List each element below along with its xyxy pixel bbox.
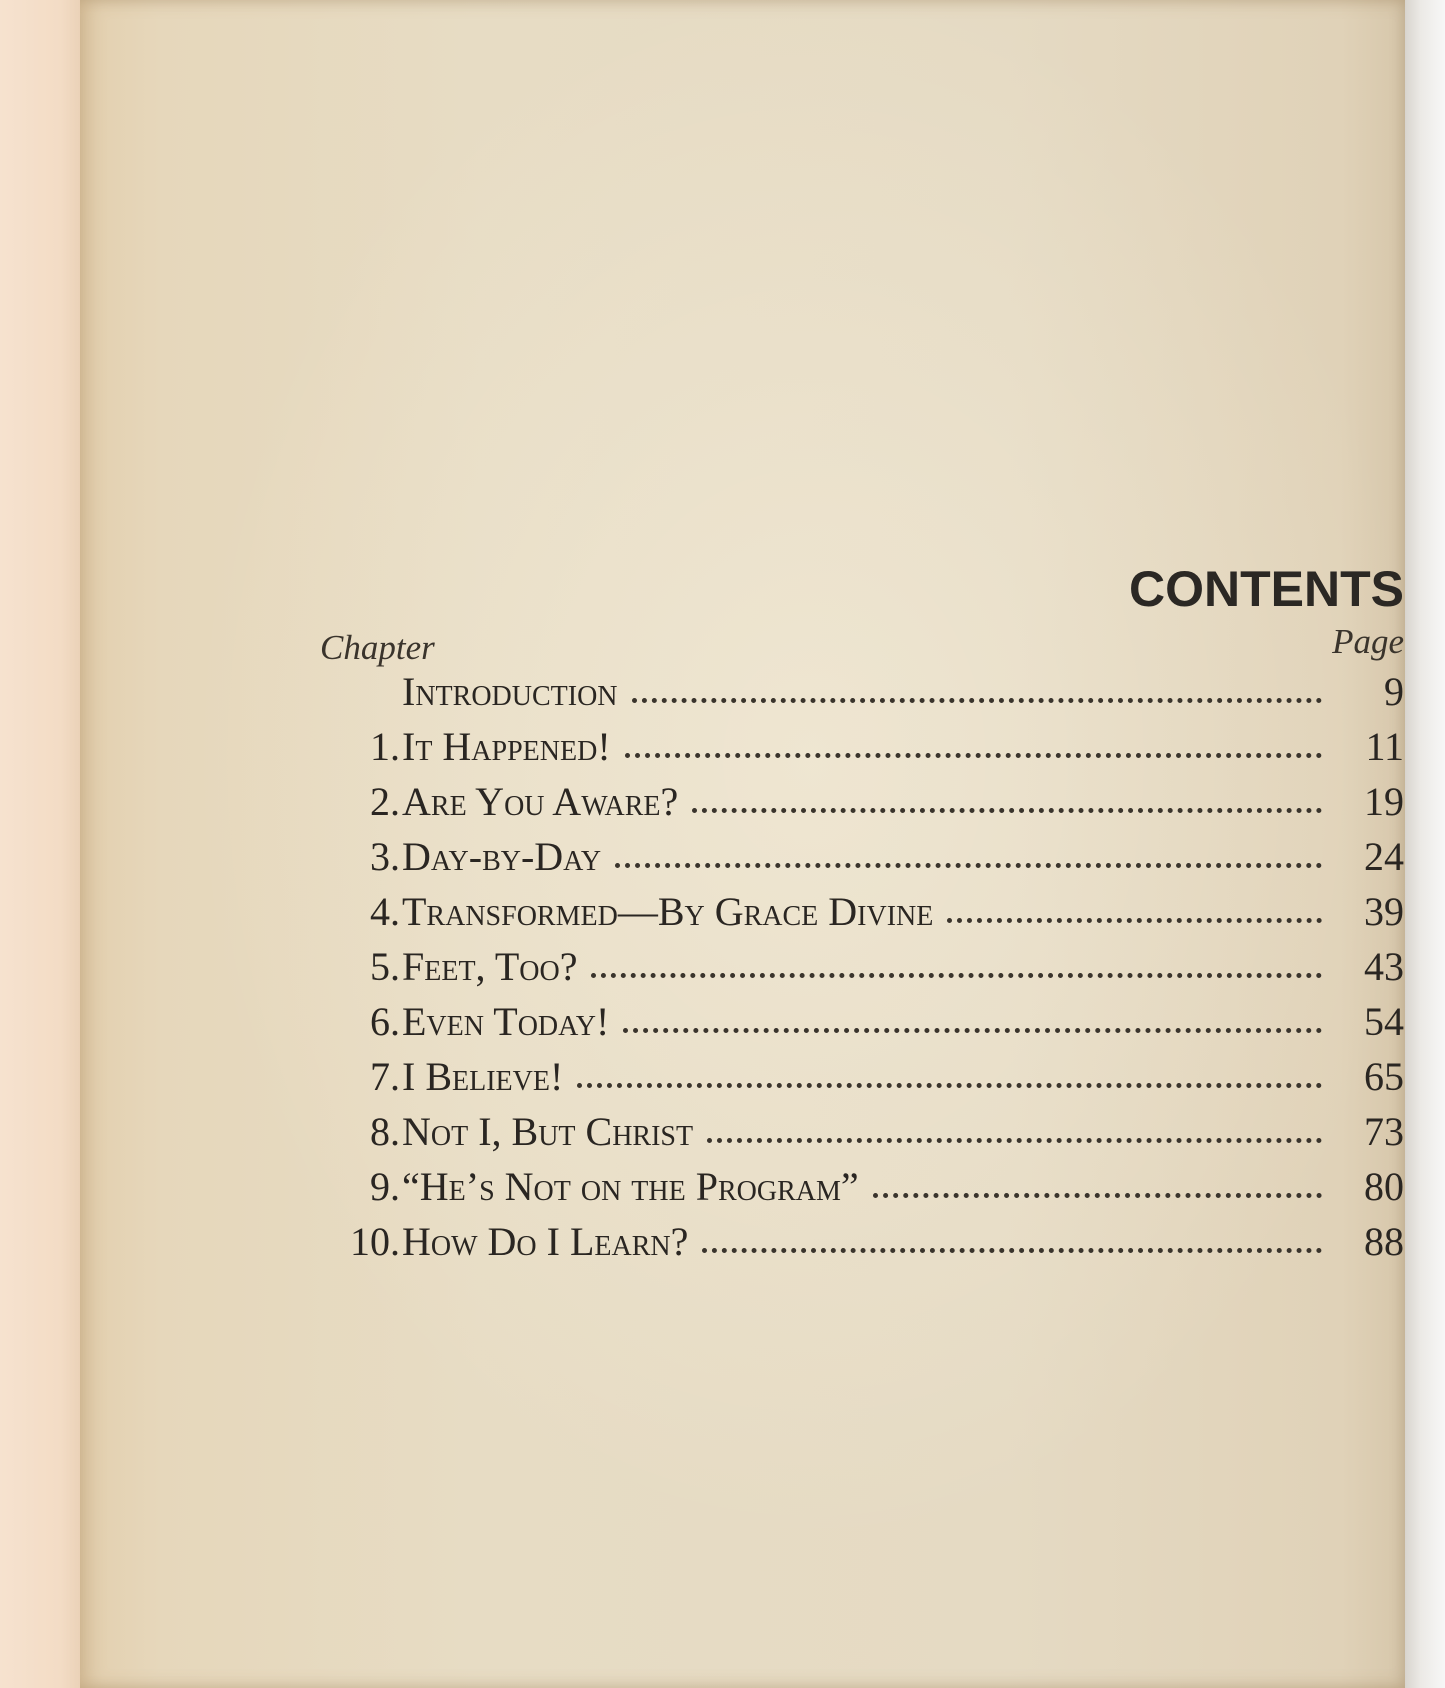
dot-leader — [702, 1248, 1322, 1253]
contents-entry — [320, 723, 1420, 778]
chapter-number: 5. — [370, 944, 400, 989]
background-edge — [1405, 0, 1445, 1688]
dot-leader — [591, 973, 1322, 978]
chapter-number: 8. — [370, 1109, 400, 1154]
contents-entry — [320, 1163, 1420, 1218]
chapter-title: Even Today! — [402, 999, 610, 1044]
page-number: 43 — [1364, 944, 1404, 989]
chapter-title: It Happened! — [402, 724, 611, 769]
contents-entry — [320, 1218, 1420, 1273]
dot-leader — [623, 1028, 1322, 1033]
chapter-title: Transformed—By Grace Divine — [402, 889, 934, 934]
chapter-title: “He’s Not on the Program” — [402, 1164, 859, 1209]
chapter-title: I Believe! — [402, 1054, 564, 1099]
facing-page-edge — [0, 0, 86, 1688]
contents-entry — [320, 888, 1420, 943]
contents-entry — [320, 998, 1420, 1053]
dot-leader — [692, 808, 1322, 813]
chapter-title: Not I, But Christ — [402, 1109, 694, 1154]
page-number: 39 — [1364, 889, 1404, 934]
book-page — [80, 0, 1407, 1688]
contents-entry — [320, 668, 1420, 723]
contents-entry — [320, 1053, 1420, 1108]
chapter-number: 6. — [370, 999, 400, 1044]
page-number: 65 — [1364, 1054, 1404, 1099]
contents-entry — [320, 943, 1420, 998]
contents-title: CONTENTS — [1129, 561, 1404, 617]
dot-leader — [707, 1138, 1322, 1143]
contents-entry — [320, 778, 1420, 833]
page-number: 80 — [1364, 1164, 1404, 1209]
page-number: 24 — [1364, 834, 1404, 879]
contents-entry — [320, 1108, 1420, 1163]
chapter-number: 7. — [370, 1054, 400, 1099]
chapter-number: 4. — [370, 889, 400, 934]
page-number: 54 — [1364, 999, 1404, 1044]
chapter-number: 9. — [370, 1164, 400, 1209]
chapter-title: Are You Aware? — [402, 779, 679, 824]
page-number: 19 — [1364, 779, 1404, 824]
dot-leader — [577, 1083, 1322, 1088]
chapter-number: 3. — [370, 834, 400, 879]
chapter-number: 1. — [370, 724, 400, 769]
chapter-title: How Do I Learn? — [402, 1219, 689, 1264]
page-number: 11 — [1365, 724, 1404, 769]
chapter-column-heading: Chapter — [320, 628, 435, 667]
page-number: 88 — [1364, 1219, 1404, 1264]
dot-leader — [632, 698, 1322, 703]
dot-leader — [625, 753, 1322, 758]
dot-leader — [947, 918, 1322, 923]
page-number: 73 — [1364, 1109, 1404, 1154]
page-number: 9 — [1384, 669, 1404, 714]
contents-list — [320, 668, 1420, 1273]
dot-leader — [615, 863, 1322, 868]
chapter-title: Feet, Too? — [402, 944, 578, 989]
chapter-number: 2. — [370, 779, 400, 824]
chapter-title: Day-by-Day — [402, 834, 602, 879]
chapter-number: 10. — [350, 1219, 400, 1264]
contents-entry — [320, 833, 1420, 888]
page-column-heading: Page — [1332, 622, 1404, 661]
chapter-title: Introduction — [402, 669, 618, 714]
dot-leader — [873, 1193, 1322, 1198]
